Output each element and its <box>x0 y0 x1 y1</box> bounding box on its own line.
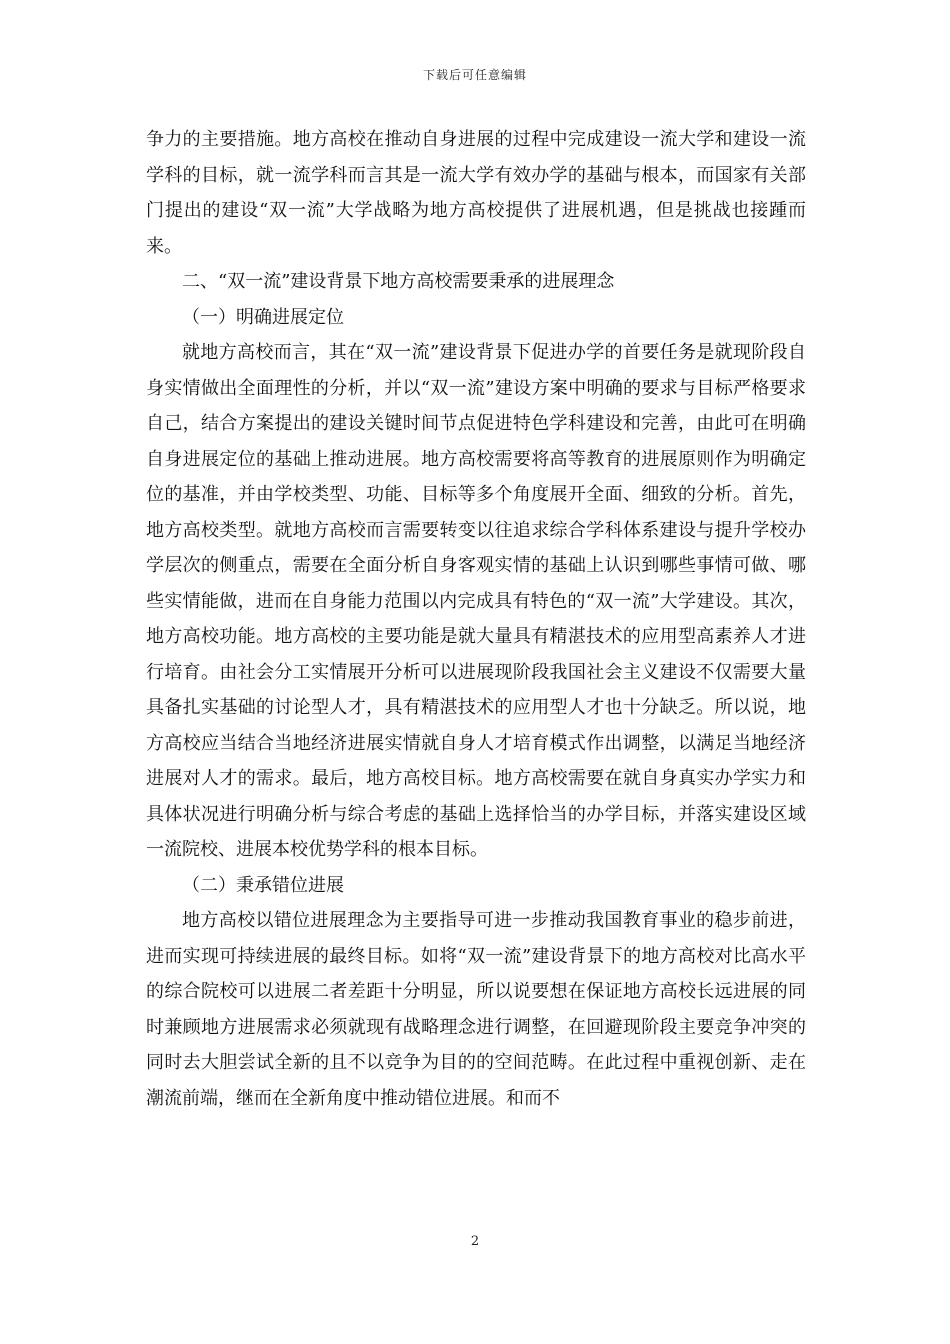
page-header: 下载后可任意编辑 <box>422 68 527 82</box>
subsection-heading: （一）明确进展定位 <box>182 306 344 328</box>
document-body <box>146 122 806 1116</box>
paragraph-continuation: 争力的主要措施。地方高校在推动自身进展的过程中完成建设一流大学和建设一流学科的目标，就一流学科而言其是一流大学有效办学的基础与根本，而国家有关部门提出的建设“双一流”大学战略为地方高校提供了进展机遇，但是挑战也接踵而来。 <box>146 129 806 257</box>
paragraph: 地方高校以错位进展理念为主要指导可进一步推动我国教育事业的稳步前进，进而实现可持续进展的最终目标。如将“双一流”建设背景下的地方高校对比高水平的综合院校可以进展二者差距十分明显，所以说要想在保证地方高校长远进展的同时兼顾地方进展需求必须就现有战略理念进行调整，在回避现阶段主要竞争冲突的同时去大胆尝试全新的且不以竞争为目的的空间范畴。在此过程中重视创新、走在潮流前端，继而在全新角度中推动错位进展。和而不 <box>146 910 806 1109</box>
section-heading: 二、“双一流”建设背景下地方高校需要秉承的进展理念 <box>182 271 615 292</box>
paragraph: 就地方高校而言，其在“双一流”建设背景下促进办学的首要任务是就现阶段自身实情做出全面理性的分析，并以“双一流”建设方案中明确的要求与目标严格要求自己，结合方案提出的建设关键时间节点促进特色学科建设和完善，由此可在明确自身进展定位的基础上推动进展。地方高校需要将高等教育的进展原则作为明确定位的基准，并由学校类型、功能、目标等多个角度展开全面、细致的分析。首先，地方高校类型。就地方高校而言需要转变以往追求综合学科体系建设与提升学校办学层次的侧重点，需要在全面分析自身客观实情的基础上认识到哪些事情可做、哪些实情能做，进而在自身能力范围以内完成具有特色的“双一流”大学建设。其次，地方高校功能。地方高校的主要功能是就大量具有精湛技术的应用型高素养人才进行培育。由社会分工实情展开分析可以进展现阶段我国社会主义建设不仅需要大量具备扎实基础的讨论型人才，具有精湛技术的应用型人才也十分缺乏。所以说，地方高校应当结合当地经济进展实情就自身人才培育模式作出调整，以满足当地经济进展对人才的需求。最后，地方高校目标。地方高校需要在就自身真实办学实力和具体状况进行明确分析与综合考虑的基础上选择恰当的办学目标，并落实建设区域一流院校、进展本校优势学科的根本目标。 <box>146 342 806 860</box>
subsection-heading: （二）秉承错位进展 <box>182 874 344 896</box>
page-number: 2 <box>470 1234 480 1249</box>
